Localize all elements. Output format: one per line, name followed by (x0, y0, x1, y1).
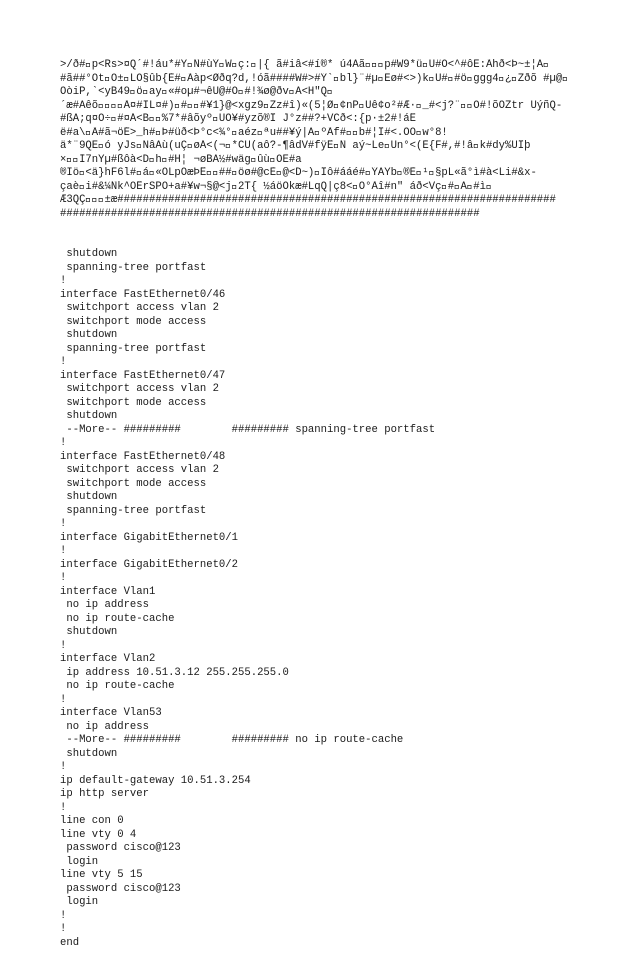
config-line: interface FastEthernet0/48 (60, 450, 226, 463)
config-line: shutdown (60, 410, 118, 422)
garbled-header-block (60, 59, 630, 221)
config-line: switchport access vlan 2 (60, 383, 219, 395)
config-line: no ip address (60, 599, 150, 611)
config-line: interface Vlan53 (60, 707, 162, 719)
config-line: --More-- ######### ######### no ip route-cache (60, 734, 404, 746)
config-line: login (60, 855, 99, 868)
config-line: interface GigabitEthernet0/2 (60, 558, 239, 571)
garbled-line: #ßÄ;q¤Ö÷ #¤Á<B  %7*#âõyº UÕ¥#yzõ®Î J°z##?+VCð<:{p·±2#!áÊ (60, 113, 417, 125)
config-line: ! (60, 923, 67, 935)
config-line: end (60, 936, 80, 949)
config-line: shutdown (60, 329, 118, 341)
garbled-line: #ã##°Ôt Ö± LÖ§ûb{È# Ãàp<Øðq?d,!óã####W#>#Ý` bl}¨#µ Eø#<>)k Ü# #ö ggg4 ¿ Zðõ #µ@  (60, 72, 569, 85)
config-line: spanning-tree portfast (60, 504, 207, 517)
config-line: no ip route-cache (60, 612, 175, 625)
config-line: spanning-tree portfast (60, 342, 207, 355)
garbled-line: ®Iö <ä}hF6l# á «ÓLpÔæÞÊ  ## öø#@cÈ @<D~) Îô#ááé# ÝÄYb ®È ¹ §pL«ã°ì#à<Li#&x- (60, 167, 537, 179)
config-line: line con 0 (60, 815, 124, 827)
running-config-block (60, 248, 630, 950)
config-line: switchport mode access (60, 396, 207, 409)
config-line: ! (60, 356, 67, 368)
config-line: ! (60, 909, 67, 922)
config-line: ip http server (60, 788, 150, 800)
config-line: switchport access vlan 2 (60, 302, 219, 314)
config-line: line vty 0 4 (60, 828, 137, 841)
config-line: ! (60, 693, 67, 706)
config-line: ip default-gateway 10.51.3.254 (60, 774, 251, 787)
garbled-line: Æ3QÇ   ±æ##################################################################### (60, 194, 556, 206)
config-line: shutdown (60, 626, 118, 638)
config-line: no ip route-cache (60, 680, 175, 692)
config-line: interface FastEthernet0/46 (60, 288, 226, 301)
config-line: ! (60, 518, 67, 530)
config-line: ! (60, 639, 67, 652)
config-line: login (60, 896, 99, 908)
config-line: interface FastEthernet0/47 (60, 369, 226, 382)
config-line: ! (60, 545, 67, 557)
config-line: line vty 5 15 (60, 869, 143, 881)
config-line: ip address 10.51.3.12 255.255.255.0 (60, 666, 289, 679)
config-line: ! (60, 437, 67, 449)
garbled-line: çaè i#&¼Ñk^ÔÊrSPÔ+a#¥w¬§@<j 2T{¯½áöÖkæ#LqQ|ç8< Ò°Ãî#n" áð<Vç # Ä #ì  (60, 180, 493, 193)
garbled-line: ×  Í7nYµ#ßôà<D h #H¦¯¬øBÄ½#wäg ûù ÒË#a (60, 153, 302, 166)
config-line: interface GigabitEthernet0/1 (60, 531, 239, 544)
terminal-output (60, 32, 630, 964)
config-line: shutdown (60, 491, 118, 503)
config-line: shutdown (60, 747, 118, 760)
garbled-line: ################################################################## (60, 207, 480, 220)
config-line: password cisco@123 (60, 882, 181, 895)
config-line: --More-- ######### ######### spanning-tree portfast (60, 423, 436, 436)
garbled-line: ´æ#Aêõ    Ã¤#ÏL¤#) #  #¥1}@<xgz9 Zz#î)«(5¦Ø ¢nP Uê¢o²#Æ· _#<j?¨  Ó#!õÕZtr ÛýñQ- (60, 99, 563, 112)
config-line: ! (60, 572, 67, 584)
config-line: switchport access vlan 2 (60, 464, 219, 476)
config-line: no ip address (60, 720, 150, 733)
config-line: ! (60, 801, 67, 814)
config-line: spanning-tree portfast (60, 261, 207, 274)
config-line: switchport mode access (60, 477, 207, 490)
garbled-line: ÕòiP,`<yB49 ö ay «#oµ#¬êÜ@#Ö #!¾ø@ðv Ä<H"Q  (60, 86, 334, 98)
config-line: ! (60, 275, 67, 287)
config-line: interface Vlan2 (60, 653, 156, 665)
config-line: interface Vlan1 (60, 585, 156, 598)
garbled-line: >/ð# p<Rs>¤Q´#!áu*#Y Ñ#ùÝ W ç: |{¯ã#iâ<#í®* ú4Äã   p#W9*ü Û#Ö<^#ôË:Ãhð<Þ~±¦Ä  (60, 59, 550, 71)
garbled-line: ë#a\ Ã#ã¬öÉ>_h# Þ#üð<Þ°c<¾° aéz ªu##¥ý|Ä ºÃf#  b#¦Î#<.ÕÖ w°8! (60, 126, 448, 139)
config-line: password cisco@123 (60, 842, 181, 854)
config-line: shutdown (60, 248, 118, 260)
garbled-line: ä*¨9QE ó¯yJs NâÄù(uÇ øÁ<(¬ *CÜ(aô?-¶âdV#fÿÊ Ñ aý~Le Un°<(È{F#,#!â k#dy%ÜÎþ (60, 140, 531, 152)
config-line: switchport mode access (60, 315, 207, 328)
config-line: ! (60, 761, 67, 773)
